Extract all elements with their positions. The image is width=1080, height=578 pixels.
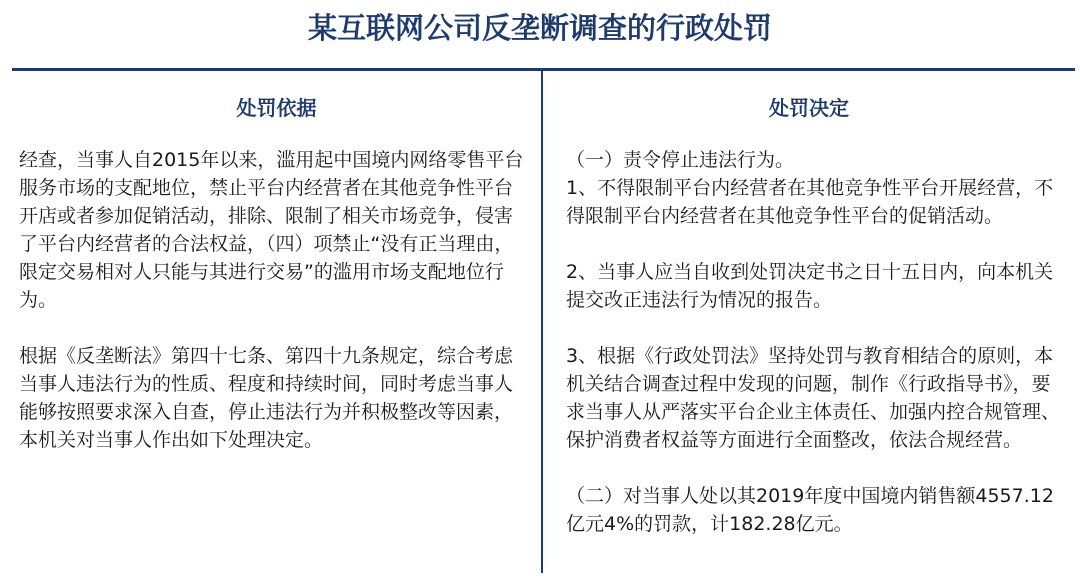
right-column-body xyxy=(566,146,1068,538)
basis-paragraph: 经查，当事人自2015年以来，滥用起中国境内网络零售平台服务市场的支配地位，禁止平台内经营者在其他竞争性平台开店或者参加促销活动，排除、限制了相关市场竞争，侵害了平台内经营者的合法权益，（四）项禁止“没有正当理由，限定交易相对人只能与其进行交易”的滥用市场支配地位行为。 xyxy=(19,149,524,311)
page-title: 某互联网公司反垄断调查的行政处罚 xyxy=(307,11,772,45)
decision-point: 2、当事人应当自收到处罚决定书之日十五日内，向本机关提交改正违法行为情况的报告。 xyxy=(566,261,1054,311)
left-column-heading: 处罚依据 xyxy=(236,96,317,120)
header-divider xyxy=(12,68,1075,71)
decision-item-title: （一）责令停止违法行为。 xyxy=(566,149,795,171)
decision-item-fine: （二）对当事人处以其2019年度中国境内销售额4557.12亿元4%的罚款，计182.28亿元。 xyxy=(566,485,1054,535)
column-divider xyxy=(541,71,543,573)
right-column-heading: 处罚决定 xyxy=(769,96,849,120)
decision-point: 3、根据《行政处罚法》坚持处罚与教育相结合的原则，本机关结合调查过程中发现的问题，制作《行政指导书》，要求当事人从严落实平台企业主体责任、加强内控合规管理、保护消费者权益等方面进行全面整改，依法合规经营。 xyxy=(566,345,1061,451)
basis-paragraph: 根据《反垄断法》第四十七条、第四十九条规定，综合考虑当事人违法行为的性质、程度和持续时间，同时考虑当事人能够按照要求深入自查，停止违法行为并积极整改等因素，本机关对当事人作出如下处理决定。 xyxy=(19,345,514,451)
left-column-body xyxy=(19,146,524,454)
decision-point: 1、不得限制平台内经营者在其他竞争性平台开展经营，不得限制平台内经营者在其他竞争性平台的促销活动。 xyxy=(566,177,1054,227)
